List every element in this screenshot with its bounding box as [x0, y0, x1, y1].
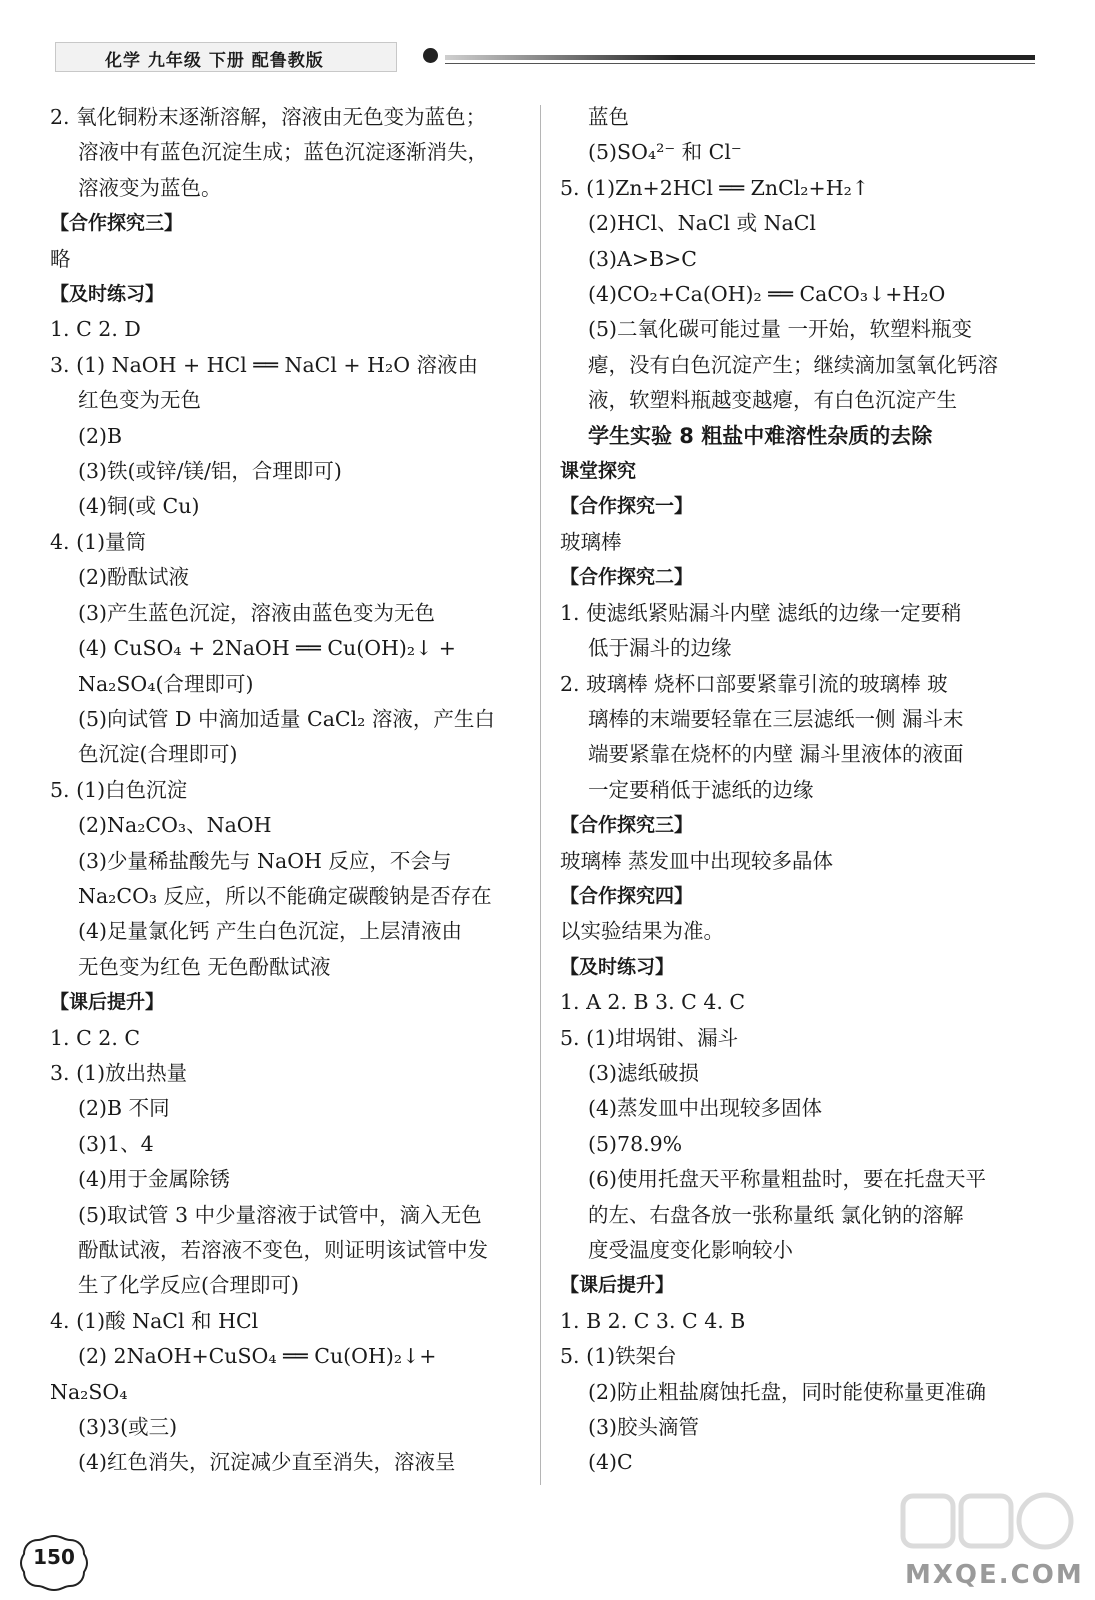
- text-line: (4)CO₂+Ca(OH)₂ ══ CaCO₃↓+H₂O: [588, 282, 946, 307]
- text-line: (4)红色消失，沉淀减少直至消失，溶液呈: [78, 1450, 456, 1475]
- text-line: (3)少量稀盐酸先与 NaOH 反应，不会与: [78, 848, 452, 873]
- left-column: [50, 100, 530, 1481]
- header-title: 化学 九年级 下册 配鲁教版: [105, 51, 324, 71]
- text-line: (3)铁(或锌/镁/铝，合理即可): [78, 459, 342, 484]
- text-line: 【合作探究三】: [50, 212, 184, 235]
- text-line: 1. B 2. C 3. C 4. B: [560, 1308, 746, 1333]
- text-line: (5)二氧化碳可能过量 一开始，软塑料瓶变: [588, 317, 973, 342]
- text-line: 【课后提升】: [560, 1274, 675, 1297]
- text-line: 3. (1)放出热量: [50, 1060, 188, 1085]
- text-line: 【合作探究三】: [560, 814, 694, 837]
- header-rule-thin: [445, 63, 1035, 64]
- text-line: 2. 氧化铜粉末逐渐溶解，溶液由无色变为蓝色；: [50, 105, 487, 129]
- text-line: (2)Na₂CO₃、NaOH: [78, 813, 272, 838]
- text-line: (4)C: [588, 1450, 633, 1475]
- text-line: 红色变为无色: [78, 388, 201, 413]
- text-line: Na₂SO₄(合理即可): [78, 671, 254, 696]
- watermark-text: MXQE.COM: [905, 1560, 1084, 1590]
- text-line: (2)B: [78, 423, 123, 448]
- text-line: 溶液变为蓝色。: [78, 175, 222, 200]
- text-line: 5. (1)Zn+2HCl ══ ZnCl₂+H₂↑: [560, 175, 869, 200]
- text-line: 略: [50, 246, 71, 271]
- text-line: 色沉淀(合理即可): [78, 742, 238, 767]
- text-line: 5. (1)白色沉淀: [50, 777, 188, 802]
- text-line: 学生实验 8 粗盐中难溶性杂质的去除: [588, 423, 933, 448]
- text-line: 课堂探究: [560, 460, 637, 483]
- text-line: Na₂CO₃ 反应，所以不能确定碳酸钠是否存在: [78, 883, 492, 908]
- text-line: 瘪，没有白色沉淀产生；继续滴加氢氧化钙溶: [588, 352, 998, 377]
- text-line: (4)蒸发皿中出现较多固体: [588, 1096, 823, 1121]
- text-line: (5)78.9%: [588, 1131, 683, 1156]
- text-line: 璃棒的末端要轻靠在三层滤纸一侧 漏斗末: [588, 706, 964, 731]
- text-line: 蓝色: [588, 105, 629, 129]
- page-number: 150: [33, 1545, 75, 1569]
- header-dot-icon: [423, 48, 438, 63]
- text-line: 低于漏斗的边缘: [588, 636, 732, 661]
- text-line: (6)使用托盘天平称量粗盐时，要在托盘天平: [588, 1167, 987, 1192]
- text-line: 【合作探究四】: [560, 884, 694, 907]
- text-line: (4)足量氯化钙 产生白色沉淀，上层清液由: [78, 919, 463, 944]
- text-line: 5. (1)坩埚钳、漏斗: [560, 1025, 739, 1050]
- text-line: 以实验结果为准。: [560, 919, 724, 944]
- text-line: (2)防止粗盐腐蚀托盘，同时能使称量更准确: [588, 1379, 987, 1404]
- text-line: 1. C 2. C: [50, 1025, 141, 1050]
- text-line: 【及时练习】: [50, 283, 165, 306]
- text-line: 无色变为红色 无色酚酞试液: [78, 954, 331, 979]
- text-line: (4)用于金属除锈: [78, 1167, 231, 1192]
- text-line: 3. (1) NaOH + HCl ══ NaCl + H₂O 溶液由: [50, 352, 479, 377]
- text-line: (5)向试管 D 中滴加适量 CaCl₂ 溶液，产生白: [78, 706, 495, 731]
- text-line: (3)滤纸破损: [588, 1060, 700, 1085]
- text-line: 【课后提升】: [50, 991, 165, 1014]
- text-line: (4)铜(或 Cu): [78, 494, 200, 519]
- text-line: (5)取试管 3 中少量溶液于试管中，滴入无色: [78, 1202, 482, 1227]
- text-line: (2) 2NaOH+CuSO₄ ══ Cu(OH)₂↓+: [78, 1344, 437, 1369]
- text-line: 液，软塑料瓶越变越瘪，有白色沉淀产生: [588, 388, 957, 413]
- text-line: (2)B 不同: [78, 1096, 170, 1121]
- text-line: (2)HCl、NaCl 或 NaCl: [588, 211, 816, 236]
- text-line: 1. 使滤纸紧贴漏斗内壁 滤纸的边缘一定要稍: [560, 600, 962, 625]
- header-rule: [445, 55, 1035, 60]
- text-line: (3)3(或三): [78, 1415, 178, 1440]
- text-line: (5)SO₄²⁻ 和 Cl⁻: [588, 140, 742, 165]
- text-line: Na₂SO₄: [50, 1379, 128, 1404]
- text-line: 【及时练习】: [560, 955, 675, 978]
- text-line: 的左、右盘各放一张称量纸 氯化钠的溶解: [588, 1202, 964, 1227]
- text-line: 1. C 2. D: [50, 317, 141, 342]
- text-line: 4. (1)酸 NaCl 和 HCl: [50, 1308, 259, 1333]
- text-line: (2)酚酞试液: [78, 565, 190, 590]
- text-line: (3)1、4: [78, 1131, 154, 1156]
- text-line: 5. (1)铁架台: [560, 1344, 677, 1369]
- text-line: (4) CuSO₄ + 2NaOH ══ Cu(OH)₂↓ +: [78, 636, 456, 661]
- text-line: 4. (1)量筒: [50, 529, 147, 554]
- text-line: 玻璃棒: [560, 529, 622, 554]
- right-column: [560, 100, 1045, 1481]
- text-line: (3)产生蓝色沉淀，溶液由蓝色变为无色: [78, 600, 436, 625]
- text-line: 端要紧靠在烧杯的内壁 漏斗里液体的液面: [588, 742, 964, 767]
- text-line: 2. 玻璃棒 烧杯口部要紧靠引流的玻璃棒 玻: [560, 671, 948, 696]
- text-line: 酚酞试液，若溶液不变色，则证明该试管中发: [78, 1238, 488, 1262]
- text-line: (3)胶头滴管: [588, 1415, 700, 1440]
- text-line: 【合作探究二】: [560, 566, 694, 589]
- text-line: (3)A>B>C: [588, 246, 697, 271]
- text-line: 1. A 2. B 3. C 4. C: [560, 990, 746, 1015]
- text-line: 度受温度变化影响较小: [588, 1238, 793, 1262]
- column-divider: [540, 105, 541, 1485]
- text-line: 玻璃棒 蒸发皿中出现较多晶体: [560, 848, 834, 873]
- text-line: 【合作探究一】: [560, 495, 694, 518]
- text-line: 一定要稍低于滤纸的边缘: [588, 777, 814, 802]
- text-line: 溶液中有蓝色沉淀生成；蓝色沉淀逐渐消失，: [78, 140, 488, 165]
- text-line: 生了化学反应(合理即可): [78, 1273, 299, 1298]
